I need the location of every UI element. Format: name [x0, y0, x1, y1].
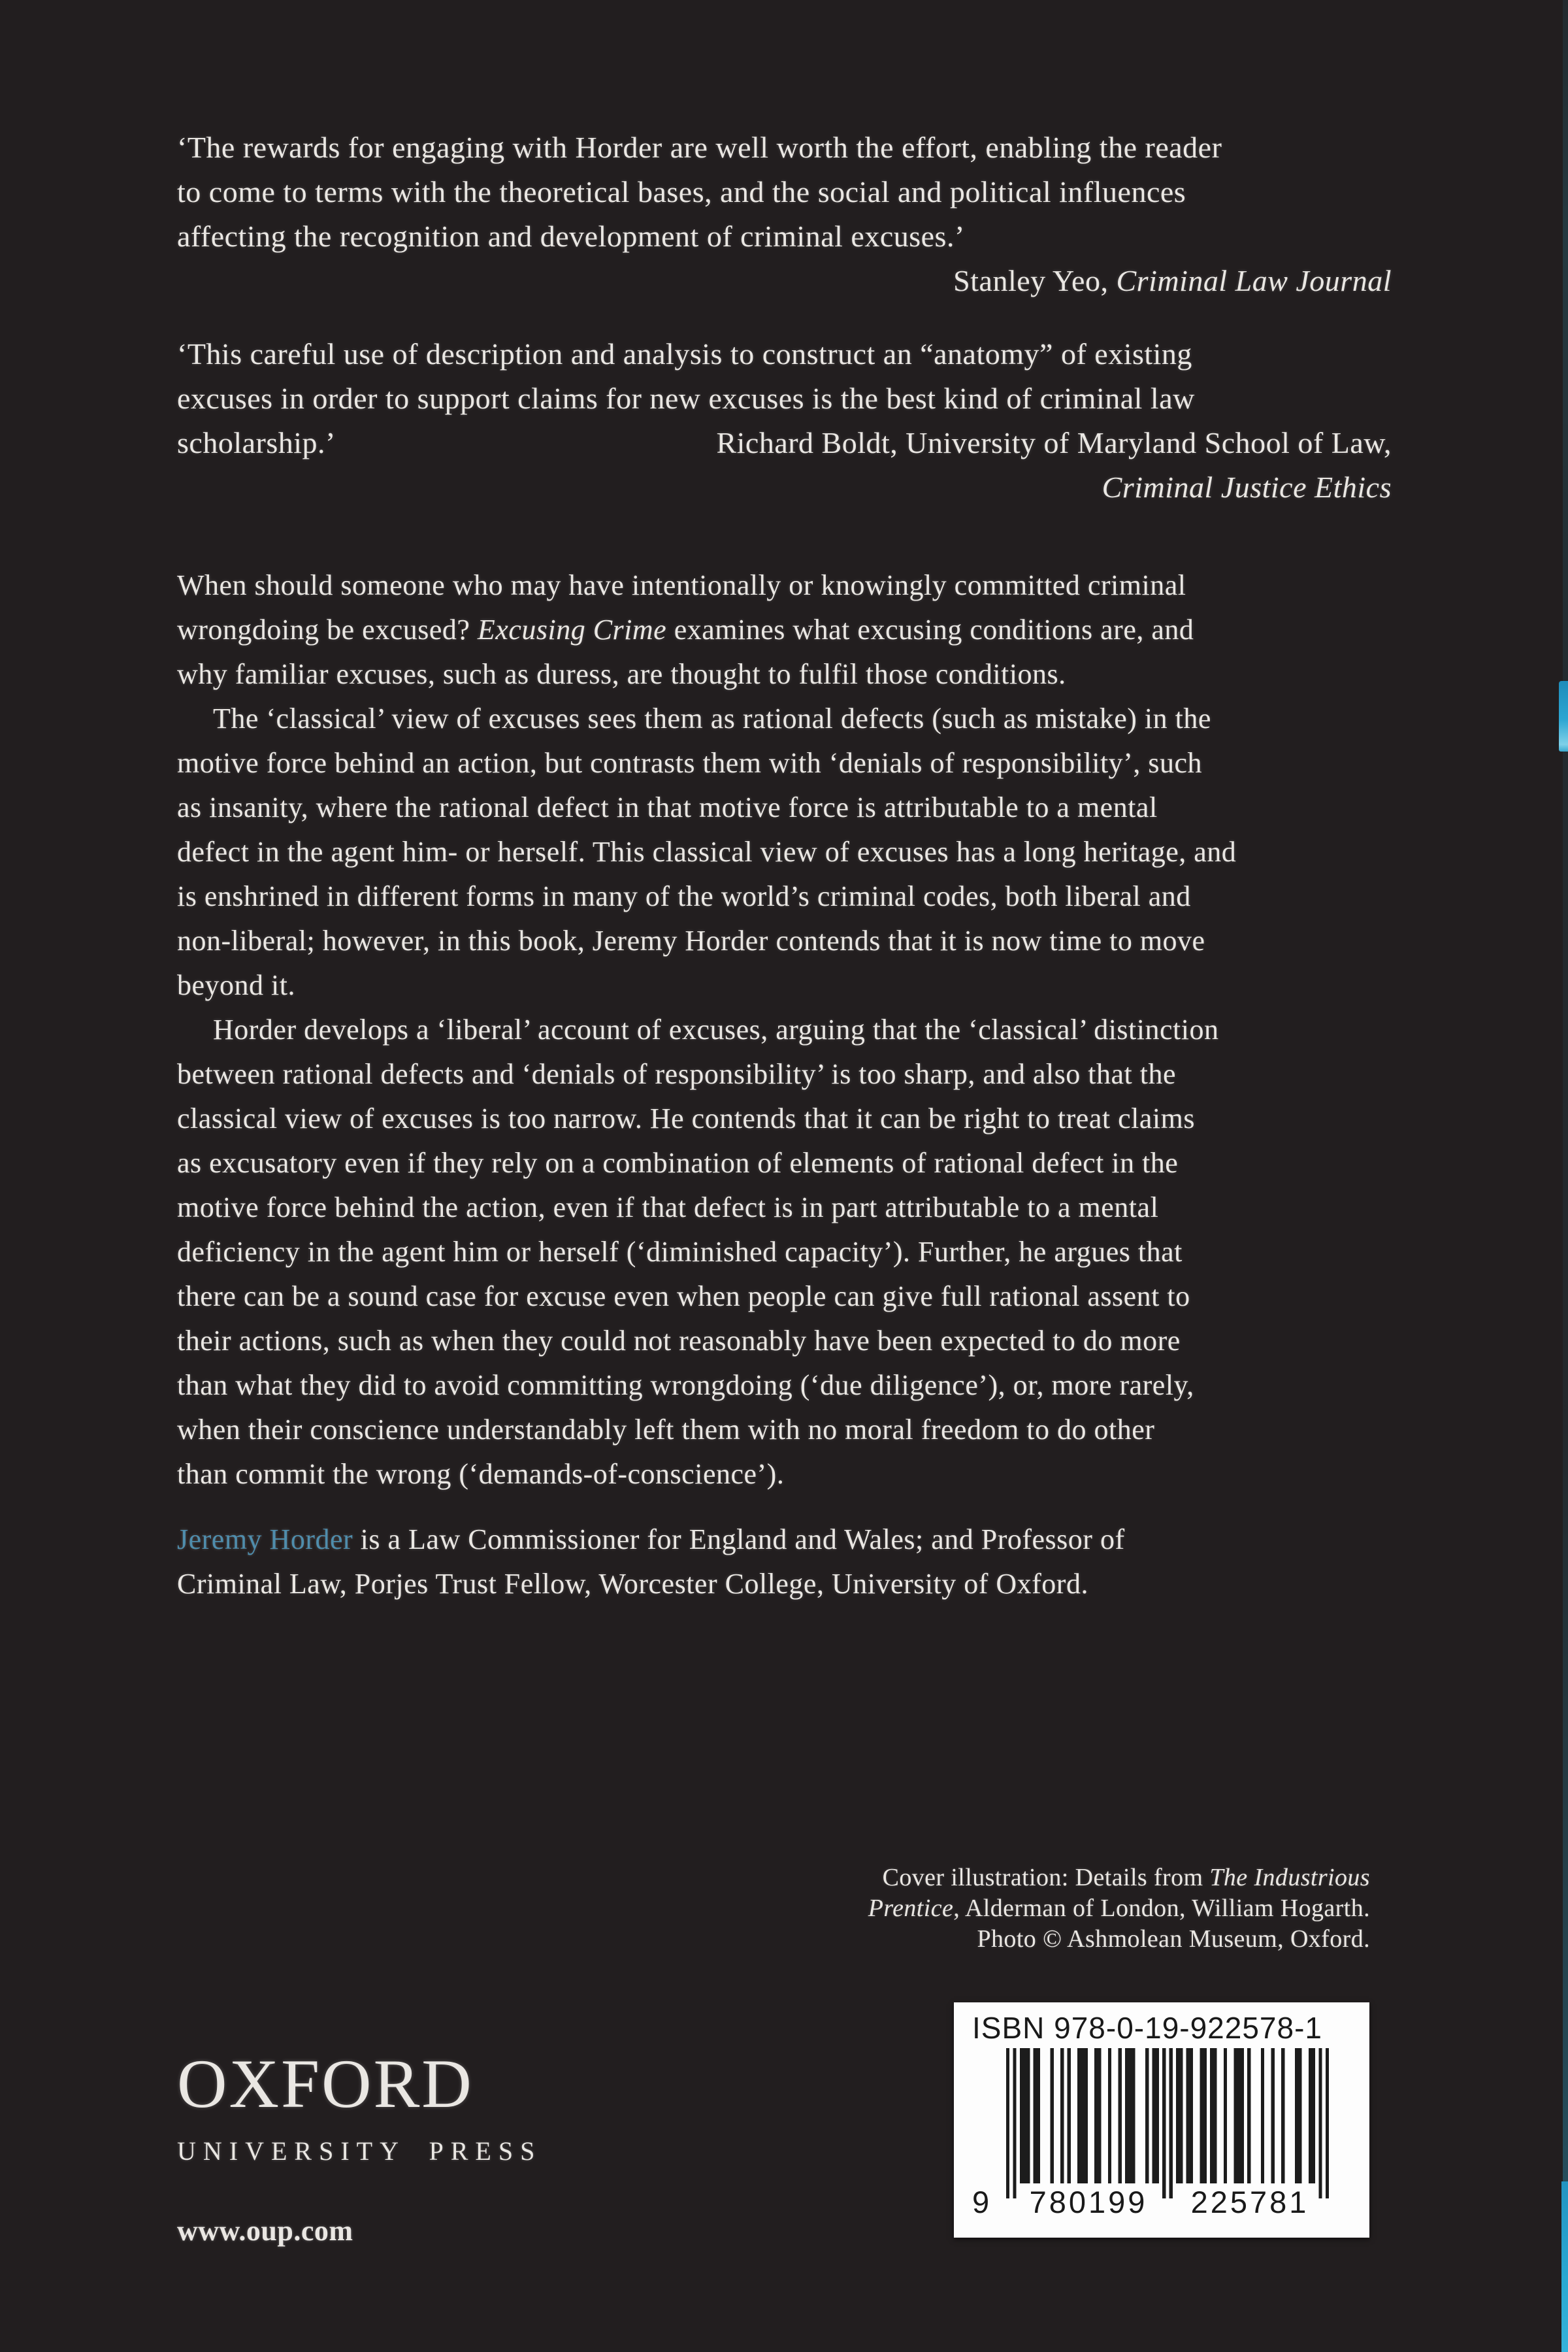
spine-edge-faint-accent — [1563, 0, 1568, 2352]
artwork-title: The Industrious — [1209, 1864, 1370, 1891]
spine-edge-cyan-tab — [1559, 681, 1568, 752]
body-line: as excusatory even if they rely on a combination of elements of rational defect in the — [177, 1147, 1179, 1179]
isbn-barcode-box — [954, 2002, 1369, 2238]
body-line — [177, 608, 1392, 652]
quote-line: ‘The rewards for engaging with Horder are well worth the effort, enabling the reader — [177, 131, 1222, 164]
body-text: wrongdoing be excused? — [177, 614, 478, 646]
bio-text: is a Law Commissioner for England and Wales; and Professor of — [353, 1523, 1125, 1555]
university-press-wordmark: UNIVERSITY PRESS — [177, 2136, 542, 2166]
body-line: beyond it. — [177, 969, 295, 1001]
book-title-inline: Excusing Crime — [477, 614, 667, 646]
ean13-barcode — [1006, 2048, 1329, 2198]
quote-line: excuses in order to support claims for new excuses is the best kind of criminal law — [177, 382, 1195, 415]
body-line: their actions, such as when they could not reasonably have been expected to do more — [177, 1325, 1181, 1357]
body-line: than what they did to avoid committing wrongdoing (‘due diligence’), or, more rarely, — [177, 1369, 1194, 1401]
credit-text: , Alderman of London, William Hogarth. — [953, 1895, 1370, 1922]
credit-line: Photo © Ashmolean Museum, Oxford. — [977, 1925, 1370, 1953]
spine-edge-cyan-bottom — [1561, 2181, 1568, 2352]
author-bio — [177, 1517, 1392, 1606]
credit-text: Cover illustration: Details from — [882, 1864, 1210, 1891]
body-line: deficiency in the agent him or herself (‘diminished capacity’). Further, he argues that — [177, 1236, 1183, 1268]
oxford-wordmark: OXFORD — [177, 2046, 474, 2122]
body-line: is enshrined in different forms in many of the world’s criminal codes, both liberal and — [177, 880, 1191, 912]
body-line: Horder develops a ‘liberal’ account of excuses, arguing that the ‘classical’ distinction — [213, 1014, 1219, 1046]
website-url: www.oup.com — [177, 2215, 353, 2247]
body-line: between rational defects and ‘denials of responsibility’ is too sharp, and also that the — [177, 1058, 1176, 1090]
author-name: Jeremy Horder — [177, 1523, 353, 1555]
body-line: motive force behind an action, but contrasts them with ‘denials of responsibility’, such — [177, 747, 1202, 779]
body-line: why familiar excuses, such as duress, are thought to fulfil those conditions. — [177, 658, 1066, 690]
body-text: examines what excusing conditions are, and — [666, 614, 1194, 646]
artwork-title: Prentice — [868, 1895, 954, 1922]
quote-end: scholarship.’ — [177, 426, 336, 459]
body-line: there can be a sound case for excuse even when people can give full rational assent to — [177, 1280, 1190, 1312]
cover-illustration-credit — [586, 1863, 1370, 1955]
barcode-digit-group: 9 — [972, 2185, 990, 2219]
body-line: defect in the agent him- or herself. This classical view of excuses has a long heritage, and — [177, 836, 1237, 868]
attribution-name: Stanley Yeo, — [953, 264, 1117, 297]
bio-line — [177, 1517, 1392, 1562]
review-quote-1 — [177, 125, 1392, 303]
quote-line: ‘This careful use of description and analysis to construct an “anatomy” of existing — [177, 337, 1192, 371]
attribution-journal: Criminal Law Journal — [1116, 264, 1392, 297]
attribution-name: Richard Boldt, University of Maryland School of Law, — [716, 426, 1392, 459]
quote-line: affecting the recognition and development of criminal excuses.’ — [177, 220, 965, 253]
isbn-label: ISBN 978-0-19-922578-1 — [972, 2011, 1322, 2045]
body-line: non-liberal; however, in this book, Jeremy Horder contends that it is now time to move — [177, 925, 1205, 957]
oxford-university-press-logo — [177, 2046, 542, 2166]
barcode-digit-group: 225781 — [1190, 2185, 1309, 2219]
bio-line: Criminal Law, Porjes Trust Fellow, Worcester College, University of Oxford. — [177, 1568, 1088, 1600]
synopsis — [177, 563, 1392, 1497]
body-line: When should someone who may have intentionally or knowingly committed criminal — [177, 569, 1186, 601]
body-line: classical view of excuses is too narrow. He contends that it can be right to treat claims — [177, 1102, 1195, 1135]
body-line: when their conscience understandably left them with no moral freedom to do other — [177, 1414, 1155, 1446]
quote-line-with-attribution — [177, 421, 1392, 465]
body-line: The ‘classical’ view of excuses sees them as rational defects (such as mistake) in the — [213, 703, 1211, 735]
attribution-journal: Criminal Justice Ethics — [1102, 471, 1392, 504]
body-line: as insanity, where the rational defect in that motive force is attributable to a mental — [177, 791, 1158, 823]
quote-line: to come to terms with the theoretical bases, and the social and political influences — [177, 175, 1186, 208]
body-line: motive force behind the action, even if that defect is in part attributable to a mental — [177, 1191, 1159, 1223]
body-line: than commit the wrong (‘demands-of-conscience’). — [177, 1458, 785, 1490]
credit-line — [586, 1863, 1370, 1893]
review-quote-2 — [177, 332, 1392, 510]
barcode-digit-group: 780199 — [1029, 2185, 1148, 2219]
credit-line — [586, 1893, 1370, 1924]
quote-attribution — [177, 259, 1392, 303]
